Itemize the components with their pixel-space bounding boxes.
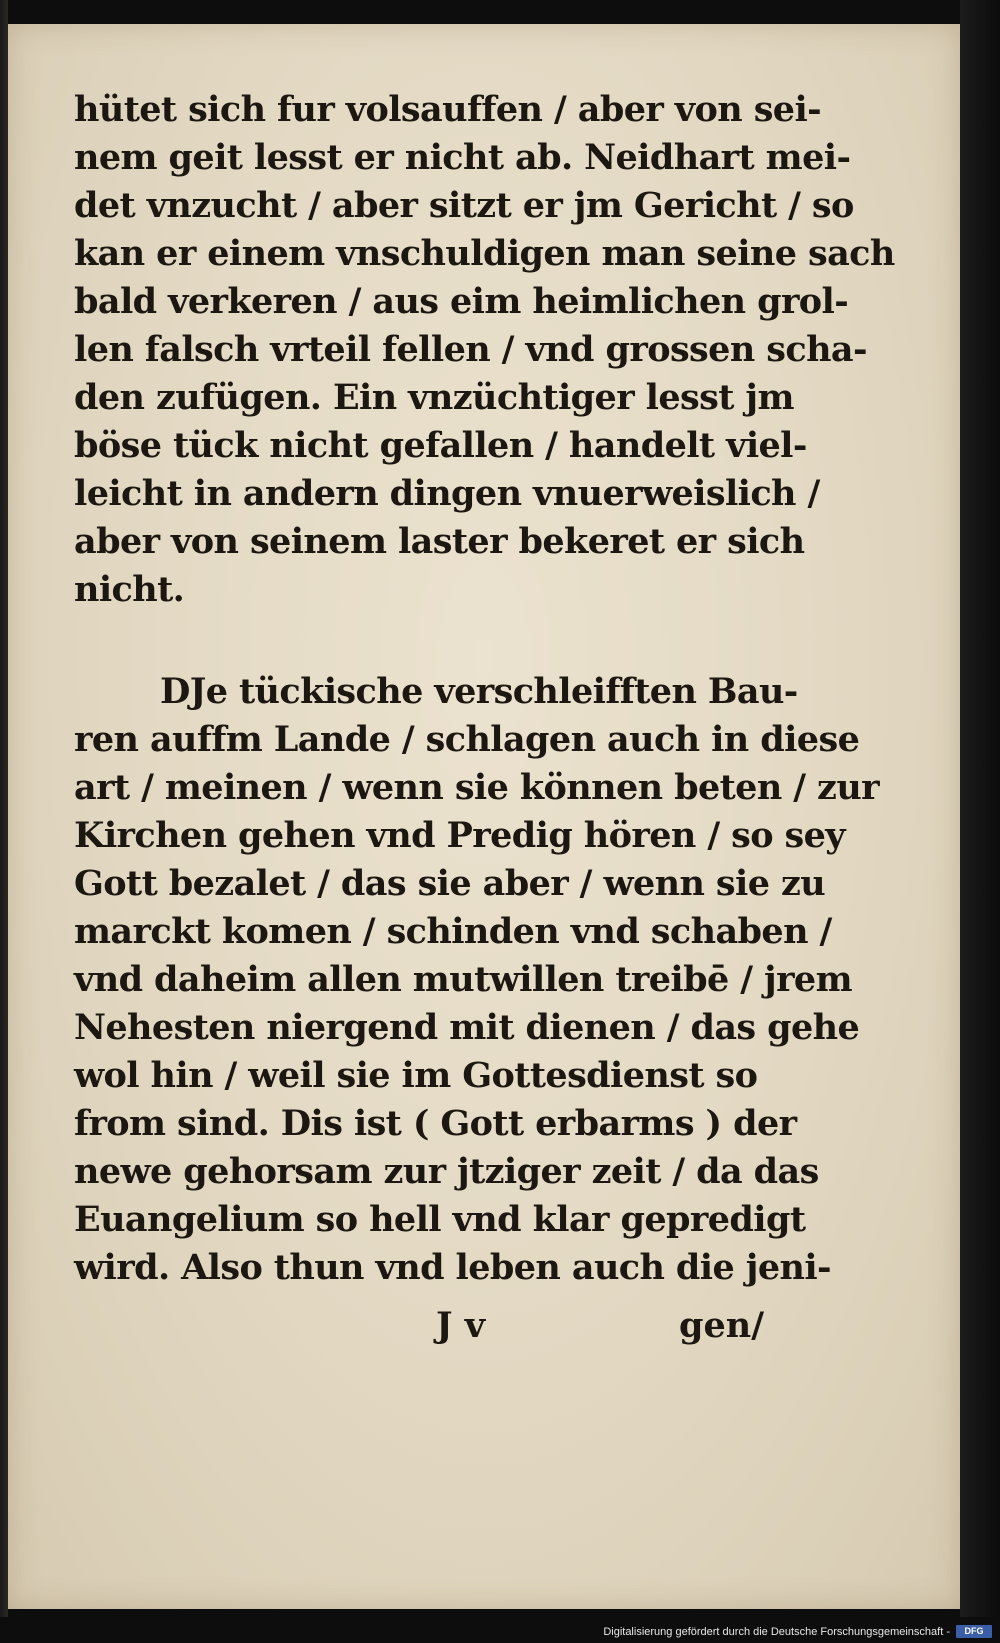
text-line: newe gehorsam zur jtziger zeit / da das: [74, 1151, 819, 1192]
dfg-logo: DFG: [956, 1625, 992, 1638]
text-line: kan er einem vnschuldigen man seine sach: [74, 233, 895, 274]
text-line: nem geit lesst er nicht ab. Neidhart mei-: [74, 137, 851, 178]
text-line: from sind. Dis ist ( Gott erbarms ) der: [74, 1103, 797, 1144]
text-line: Kirchen gehen vnd Predig hören / so sey: [74, 815, 846, 856]
funding-credit: Digitalisierung gefördert durch die Deutsche Forschungsgemeinschaft -: [603, 1626, 950, 1638]
page-footer-line: [74, 1302, 764, 1350]
text-line: marckt komen / schinden vnd schaben /: [74, 911, 832, 952]
text-line: bald verkeren / aus eim heimlichen grol-: [74, 281, 849, 322]
text-line: vnd daheim allen mutwillen treibē / jrem: [74, 959, 853, 1000]
text-line: len falsch vrteil fellen / vnd grossen scha-: [74, 329, 867, 370]
signature-mark: J v: [436, 1305, 486, 1346]
page-text: [74, 86, 895, 1292]
paragraph-1: [74, 86, 895, 614]
text-line: böse tück nicht gefallen / handelt viel-: [74, 425, 807, 466]
text-line: hütet sich fur volsauffen / aber von sei-: [74, 89, 822, 130]
text-line: wird. Also thun vnd leben auch die jeni-: [74, 1247, 831, 1288]
text-line: nicht.: [74, 569, 185, 610]
text-line: DJe tückische verschleifften Bau-: [160, 671, 798, 712]
page-left-edge: [0, 0, 8, 1643]
paragraph-gap: [74, 614, 764, 668]
book-spine: [960, 0, 1000, 1643]
text-line: art / meinen / wenn sie können beten / zur: [74, 767, 880, 808]
paragraph-2: [74, 668, 880, 1292]
text-line: ren auffm Lande / schlagen auch in diese: [74, 719, 860, 760]
text-line: den zufügen. Ein vnzüchtiger lesst jm: [74, 377, 794, 418]
catchword: gen/: [679, 1305, 764, 1346]
text-line: leicht in andern dingen vnuerweislich /: [74, 473, 820, 514]
text-line: Gott bezalet / das sie aber / wenn sie zu: [74, 863, 826, 904]
text-line: wol hin / weil sie im Gottesdienst so: [74, 1055, 758, 1096]
text-line: aber von seinem laster bekeret er sich: [74, 521, 805, 562]
text-line: Nehesten niergend mit dienen / das gehe: [74, 1007, 860, 1048]
text-line: det vnzucht / aber sitzt er jm Gericht / so: [74, 185, 854, 226]
text-line: Euangelium so hell vnd klar gepredigt: [74, 1199, 806, 1240]
